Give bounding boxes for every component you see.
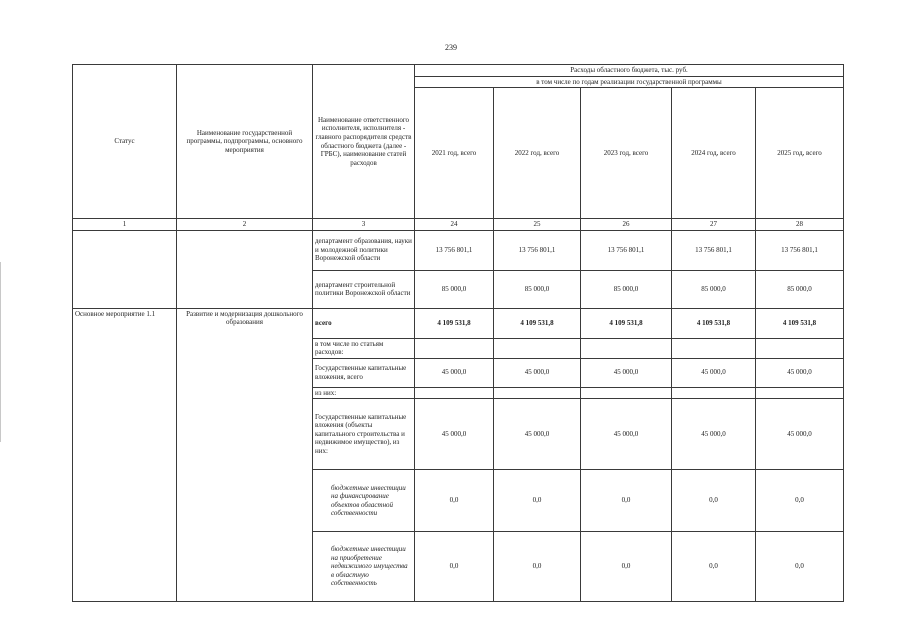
header-program-name: Наименование государственной программы, подпрограммы, основного мероприятия — [177, 65, 313, 219]
value-cell: 45 000,0 — [494, 399, 581, 470]
header-row-1 — [73, 65, 844, 77]
value-cell: 13 756 801,1 — [415, 230, 494, 270]
value-cell: 0,0 — [494, 470, 581, 532]
row-label: Государственные капитальные вложения, всего — [313, 358, 415, 387]
budget-table — [72, 64, 844, 602]
value-cell: 13 756 801,1 — [494, 230, 581, 270]
table-row — [73, 308, 844, 338]
header-year: 2023 год, всего — [581, 88, 672, 219]
value-cell — [415, 338, 494, 358]
value-cell — [581, 387, 672, 399]
value-cell: 0,0 — [756, 532, 844, 602]
scan-edge-mark — [0, 262, 1, 442]
value-cell — [494, 387, 581, 399]
row-label: бюджетные инвестиции на финансирование объектов областной собственности — [313, 470, 415, 532]
value-cell: 45 000,0 — [672, 399, 756, 470]
row-label: департамент строительной политики Воронежской области — [313, 270, 415, 308]
value-cell: 45 000,0 — [756, 399, 844, 470]
value-cell: 45 000,0 — [415, 358, 494, 387]
value-cell: 0,0 — [494, 532, 581, 602]
row-label: департамент образования, науки и молодежной политики Воронежской области — [313, 230, 415, 270]
header-year: 2024 год, всего — [672, 88, 756, 219]
value-cell — [415, 387, 494, 399]
value-cell: 0,0 — [672, 470, 756, 532]
col-number: 28 — [756, 219, 844, 231]
col-number: 27 — [672, 219, 756, 231]
row-label: в том числе по статьям расходов: — [313, 338, 415, 358]
col-number: 2 — [177, 219, 313, 231]
col-number: 25 — [494, 219, 581, 231]
value-cell — [494, 338, 581, 358]
value-cell: 0,0 — [756, 470, 844, 532]
col-number: 26 — [581, 219, 672, 231]
value-cell: 4 109 531,8 — [494, 308, 581, 338]
value-cell: 4 109 531,8 — [581, 308, 672, 338]
value-cell: 0,0 — [672, 532, 756, 602]
value-cell: 85 000,0 — [756, 270, 844, 308]
value-cell: 45 000,0 — [581, 358, 672, 387]
status-cell: Основное мероприятие 1.1 — [73, 308, 177, 602]
header-year: 2025 год, всего — [756, 88, 844, 219]
row-label: Государственные капитальные вложения (объекты капитального строительства и недвижимое имущество), из них: — [313, 399, 415, 470]
col-number: 24 — [415, 219, 494, 231]
value-cell — [672, 338, 756, 358]
status-cell — [73, 230, 177, 308]
header-by-years: в том числе по годам реализации государственной программы — [415, 76, 844, 88]
name-cell — [177, 230, 313, 308]
header-executor: Наименование ответственного исполнителя, исполнителя - главного распорядителя средств областного бюджета (далее - ГРБС), наименование статей расходов — [313, 65, 415, 219]
col-number: 3 — [313, 219, 415, 231]
name-cell: Развитие и модернизация дошкольного образования — [177, 308, 313, 602]
header-year: 2022 год, всего — [494, 88, 581, 219]
value-cell: 4 109 531,8 — [415, 308, 494, 338]
value-cell: 13 756 801,1 — [756, 230, 844, 270]
row-label: бюджетные инвестиции на приобретение недвижимого имущества в областную собственность — [313, 532, 415, 602]
value-cell: 85 000,0 — [415, 270, 494, 308]
value-cell: 0,0 — [415, 532, 494, 602]
header-expenses: Расходы областного бюджета, тыс. руб. — [415, 65, 844, 77]
value-cell: 13 756 801,1 — [672, 230, 756, 270]
value-cell: 4 109 531,8 — [756, 308, 844, 338]
header-status: Статус — [73, 65, 177, 219]
value-cell: 0,0 — [581, 532, 672, 602]
row-label: всего — [313, 308, 415, 338]
value-cell: 45 000,0 — [756, 358, 844, 387]
value-cell: 0,0 — [415, 470, 494, 532]
column-number-row — [73, 219, 844, 231]
value-cell: 85 000,0 — [581, 270, 672, 308]
value-cell: 85 000,0 — [672, 270, 756, 308]
value-cell: 0,0 — [581, 470, 672, 532]
header-year: 2021 год, всего — [415, 88, 494, 219]
value-cell: 45 000,0 — [672, 358, 756, 387]
value-cell — [756, 338, 844, 358]
value-cell — [756, 387, 844, 399]
table-row — [73, 230, 844, 270]
value-cell: 45 000,0 — [415, 399, 494, 470]
page-number: 239 — [445, 43, 457, 52]
row-label: из них: — [313, 387, 415, 399]
value-cell: 4 109 531,8 — [672, 308, 756, 338]
value-cell — [581, 338, 672, 358]
value-cell: 85 000,0 — [494, 270, 581, 308]
col-number: 1 — [73, 219, 177, 231]
value-cell: 45 000,0 — [581, 399, 672, 470]
value-cell — [672, 387, 756, 399]
value-cell: 45 000,0 — [494, 358, 581, 387]
value-cell: 13 756 801,1 — [581, 230, 672, 270]
